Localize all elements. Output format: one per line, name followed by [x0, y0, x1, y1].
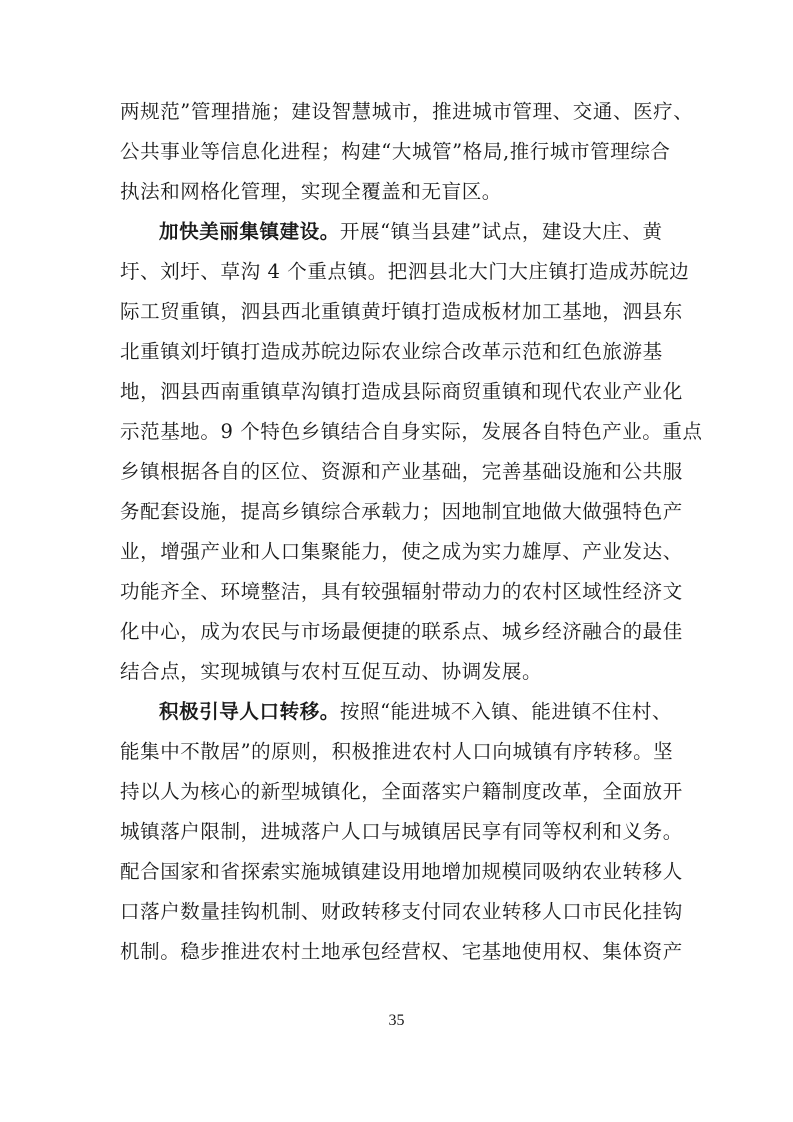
page-number: 35: [388, 1012, 405, 1029]
text-line: [120, 412, 703, 452]
line-text: 示范基地。9 个特色乡镇结合自身实际，发展各自特色产业。重点: [120, 420, 703, 443]
line-text: 开展“镇当县建”试点，建设大庄、黄: [339, 220, 663, 243]
text-line: [120, 332, 680, 372]
text-line: [120, 212, 680, 252]
line-text: 业，增强产业和人口集聚能力，使之成为实力雄厚、产业发达、: [120, 540, 683, 563]
line-text: 功能齐全、环境整洁，具有较强辐射带动力的农村区域性经济文: [120, 580, 683, 603]
text-line: [120, 692, 680, 732]
line-text: 圩、刘圩、草沟 4 个重点镇。把泗县北大门大庄镇打造成苏皖边: [120, 260, 690, 283]
body-text: [120, 92, 703, 972]
line-text: 结合点，实现城镇与农村互促互动、协调发展。: [120, 660, 543, 683]
paragraph: [120, 692, 683, 972]
text-line: [120, 132, 680, 172]
paragraph: [120, 212, 703, 692]
text-line: [120, 852, 683, 892]
line-text: 乡镇根据各自的区位、资源和产业基础，完善基础设施和公共服: [120, 460, 683, 483]
line-text: 按照“能进城不入镇、能进镇不住村、: [339, 700, 673, 723]
text-line: [120, 652, 680, 692]
text-line: [120, 772, 683, 812]
text-line: [120, 492, 683, 532]
text-line: [120, 812, 683, 852]
text-line: [120, 92, 694, 132]
line-text: 城镇落户限制，进城落户人口与城镇居民享有同等权利和义务。: [120, 820, 683, 843]
line-text: 配合国家和省探索实施城镇建设用地增加规模同吸纳农业转移人: [120, 860, 683, 883]
line-text: 公共事业等信息化进程；构建“大城管”格局,推行城市管理综合: [120, 140, 671, 163]
line-text: 北重镇刘圩镇打造成苏皖边际农业综合改革示范和红色旅游基: [120, 340, 663, 363]
text-line: [120, 532, 683, 572]
text-line: [120, 372, 683, 412]
line-text: 执法和网格化管理，实现全覆盖和无盲区。: [120, 180, 502, 203]
paragraph-heading: 积极引导人口转移。: [159, 700, 340, 723]
text-line: [120, 172, 680, 212]
text-line: [120, 932, 683, 972]
text-line: [120, 572, 683, 612]
line-text: 务配套设施，提高乡镇综合承载力；因地制宜地做大做强特色产: [120, 500, 683, 523]
text-line: [120, 452, 683, 492]
line-text: 两规范”管理措施；建设智慧城市，推进城市管理、交通、医疗、: [120, 100, 694, 123]
line-text: 际工贸重镇，泗县西北重镇黄圩镇打造成板材加工基地，泗县东: [120, 300, 683, 323]
line-text: 机制。稳步推进农村土地承包经营权、宅基地使用权、集体资产: [120, 940, 683, 963]
line-text: 地，泗县西南重镇草沟镇打造成县际商贸重镇和现代农业产业化: [120, 380, 683, 403]
line-text: 能集中不散居”的原则，积极推进农村人口向城镇有序转移。坚: [120, 740, 674, 763]
text-line: [120, 252, 690, 292]
paragraph-heading: 加快美丽集镇建设。: [159, 220, 340, 243]
text-line: [120, 612, 683, 652]
text-line: [120, 292, 683, 332]
line-text: 化中心，成为农民与市场最便捷的联系点、城乡经济融合的最佳: [120, 620, 683, 643]
text-line: [120, 892, 683, 932]
text-line: [120, 732, 680, 772]
line-text: 持以人为核心的新型城镇化，全面落实户籍制度改革，全面放开: [120, 780, 683, 803]
line-text: 口落户数量挂钩机制、财政转移支付同农业转移人口市民化挂钩: [120, 900, 683, 923]
paragraph: [120, 92, 694, 212]
